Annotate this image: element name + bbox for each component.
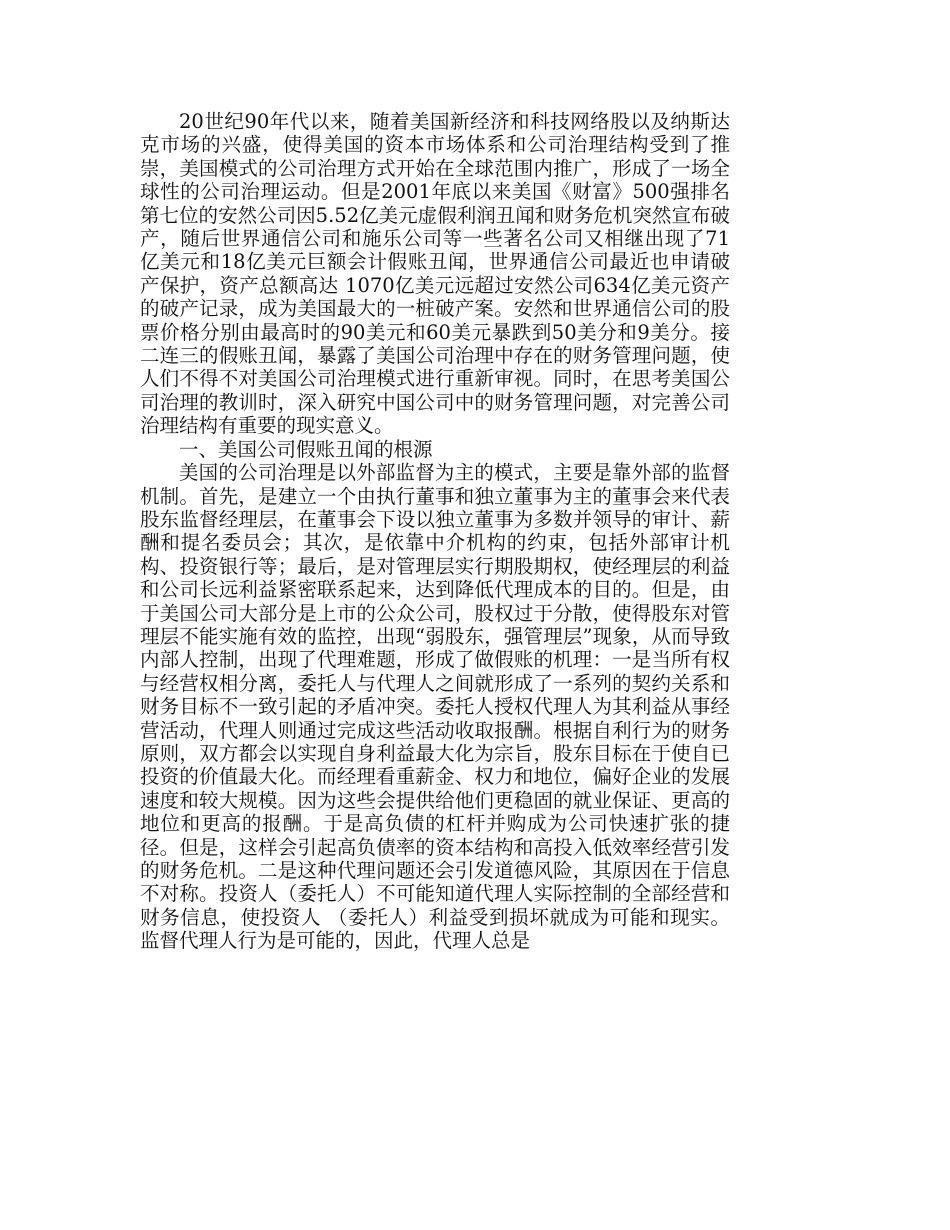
intro-paragraph: 20世纪90年代以来，随着美国新经济和科技网络股以及纳斯达克市场的兴盛，使得美国的资本市场体系和公司治理结构受到了推崇，美国模式的公司治理方式开始在全球范围内推广，形成了一场全球性的公司治理运动。但是2001年底以来美国《财富》500强排名第七位的安然公司因5.52亿美元虚假利润丑闻和财务危机突然宣布破产，随后世界通信公司和施乐公司等一些著名公司又相继出现了71亿美元和18亿美元巨额会计假账丑闻，世界通信公司最近也申请破产保护，资产总额高达 1070亿美元远超过安然公司634亿美元资产的破产记录，成为美国最大的一桩破产案。安然和世界通信公司的股票价格分别由最高时的90美元和60美元暴跌到50美分和9美分。接二连三的假账丑闻，暴露了美国公司治理中存在的财务管理问题，使人们不得不对美国公司治理模式进行重新审视。同时，在思考美国公司治理的教训时，深入研究中国公司中的财务管理问题，对完善公司治理结构有重要的现实意义。 — [140, 110, 730, 438]
body-paragraph: 美国的公司治理是以外部监督为主的模式，主要是靠外部的监督机制。首先，是建立一个由执行董事和独立董事为主的董事会来代表股东监督经理层，在董事会下设以独立董事为多数并领导的审计、薪酬和提名委员会；其次，是依靠中介机构的约束，包括外部审计机构、投资银行等；最后，是对管理层实行期股期权，使经理层的利益和公司长远利益紧密联系起来，达到降低代理成本的目的。但是，由于美国公司大部分是上市的公众公司，股权过于分散，使得股东对管理层不能实施有效的监控，出现“弱股东，强管理层”现象，从而导致内部人控制，出现了代理难题，形成了做假账的机理：一是当所有权与经营权相分离，委托人与代理人之间就形成了一系列的契约关系和财务目标不一致引起的矛盾冲突。委托人授权代理人为其利益从事经营活动，代理人则通过完成这些活动收取报酬。根据自利行为的财务原则，双方都会以实现自身利益最大化为宗旨，股东目标在于使自已投资的价值最大化。而经理看重薪金、权力和地位，偏好企业的发展速度和较大规模。因为这些会提供给他们更稳固的就业保证、更高的地位和更高的报酬。于是高负债的杠杆并购成为公司快速扩张的捷径。但是，这样会引起高负债率的资本结构和高投入低效率经营引发的财务危机。二是这种代理问题还会引发道德风险，其原因在于信息不对称。投资人（委托人）不可能知道代理人实际控制的全部经营和财务信息，使投资人 （委托人）利益受到损坏就成为可能和现实。监督代理人行为是可能的，因此，代理人总是 — [140, 461, 730, 953]
document-page — [140, 110, 730, 1120]
section-heading: 一、美国公司假账丑闻的根源 — [179, 437, 433, 461]
